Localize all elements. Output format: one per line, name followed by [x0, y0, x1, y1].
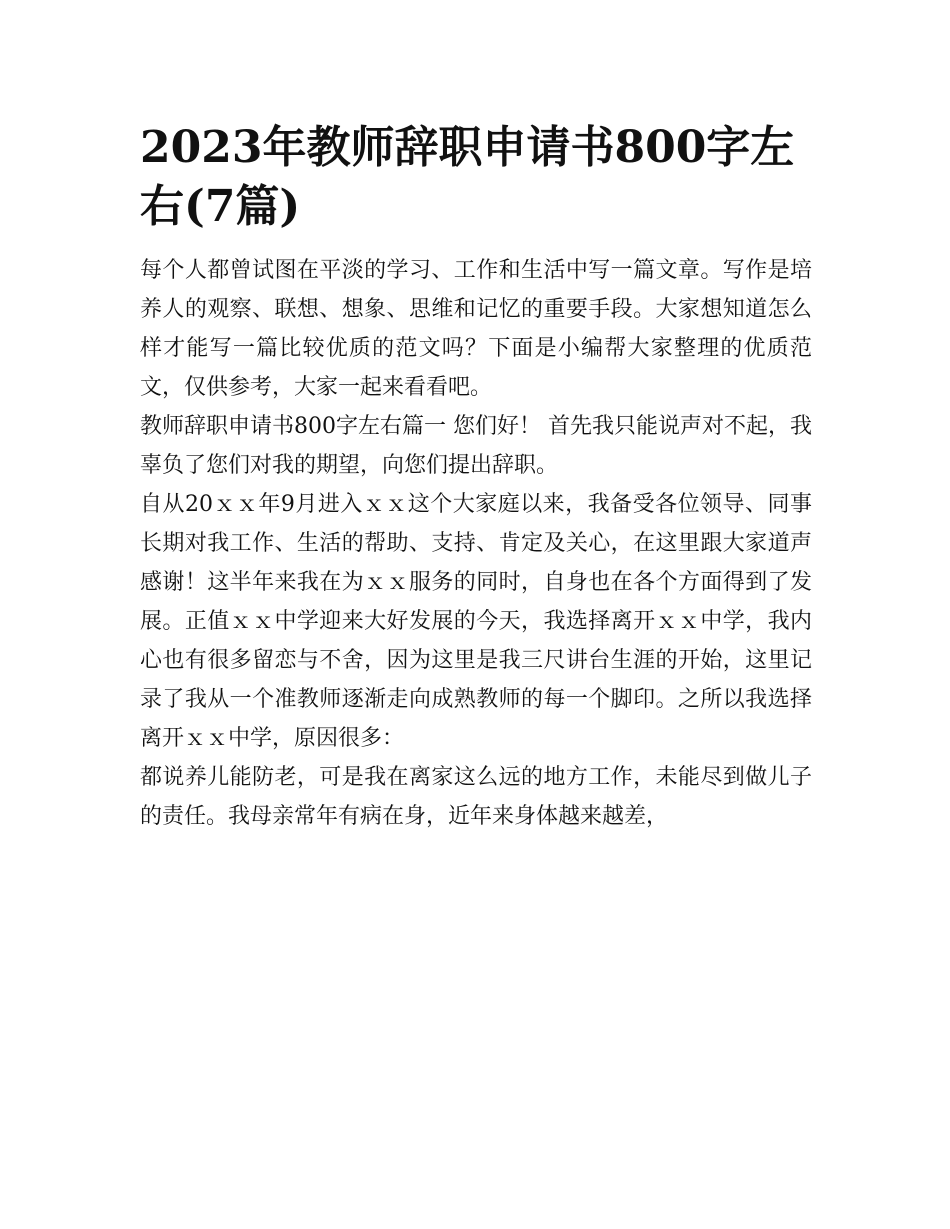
paragraph-intro: 每个人都曾试图在平淡的学习、工作和生活中写一篇文章。写作是培养人的观察、联想、想象、思维和记忆的重要手段。大家想知道怎么样才能写一篇比较优质的范文吗？下面是小编帮大家整理的优质范文，仅供参考，大家一起来看看吧。 — [140, 258, 812, 400]
document-title: 2023年教师辞职申请书800字左右(7篇) — [140, 122, 795, 232]
paragraph-reasons: 都说养儿能防老，可是我在离家这么远的地方工作，未能尽到做儿子的责任。我母亲常年有病在身，近年来身体越来越差， — [140, 765, 812, 829]
paragraph-greeting: 教师辞职申请书800字左右篇一 您们好！ 首先我只能说声对不起，我辜负了您们对我的期望，向您们提出辞职。 — [140, 414, 812, 478]
paragraph-background: 自从20ｘｘ年9月进入ｘｘ这个大家庭以来，我备受各位领导、同事长期对我工作、生活的帮助、支持、肯定及关心，在这里跟大家道声感谢！这半年来我在为ｘｘ服务的同时，自身也在各个方面得到了发展。正值ｘｘ中学迎来大好发展的今天，我选择离开ｘｘ中学，我内心也有很多留恋与不舍，因为这里是我三尺讲台生涯的开始，这里记录了我从一个准教师逐渐走向成熟教师的每一个脚印。之所以我选择离开ｘｘ中学，原因很多： — [140, 492, 812, 751]
document-body — [140, 251, 812, 836]
document-page — [140, 118, 812, 836]
